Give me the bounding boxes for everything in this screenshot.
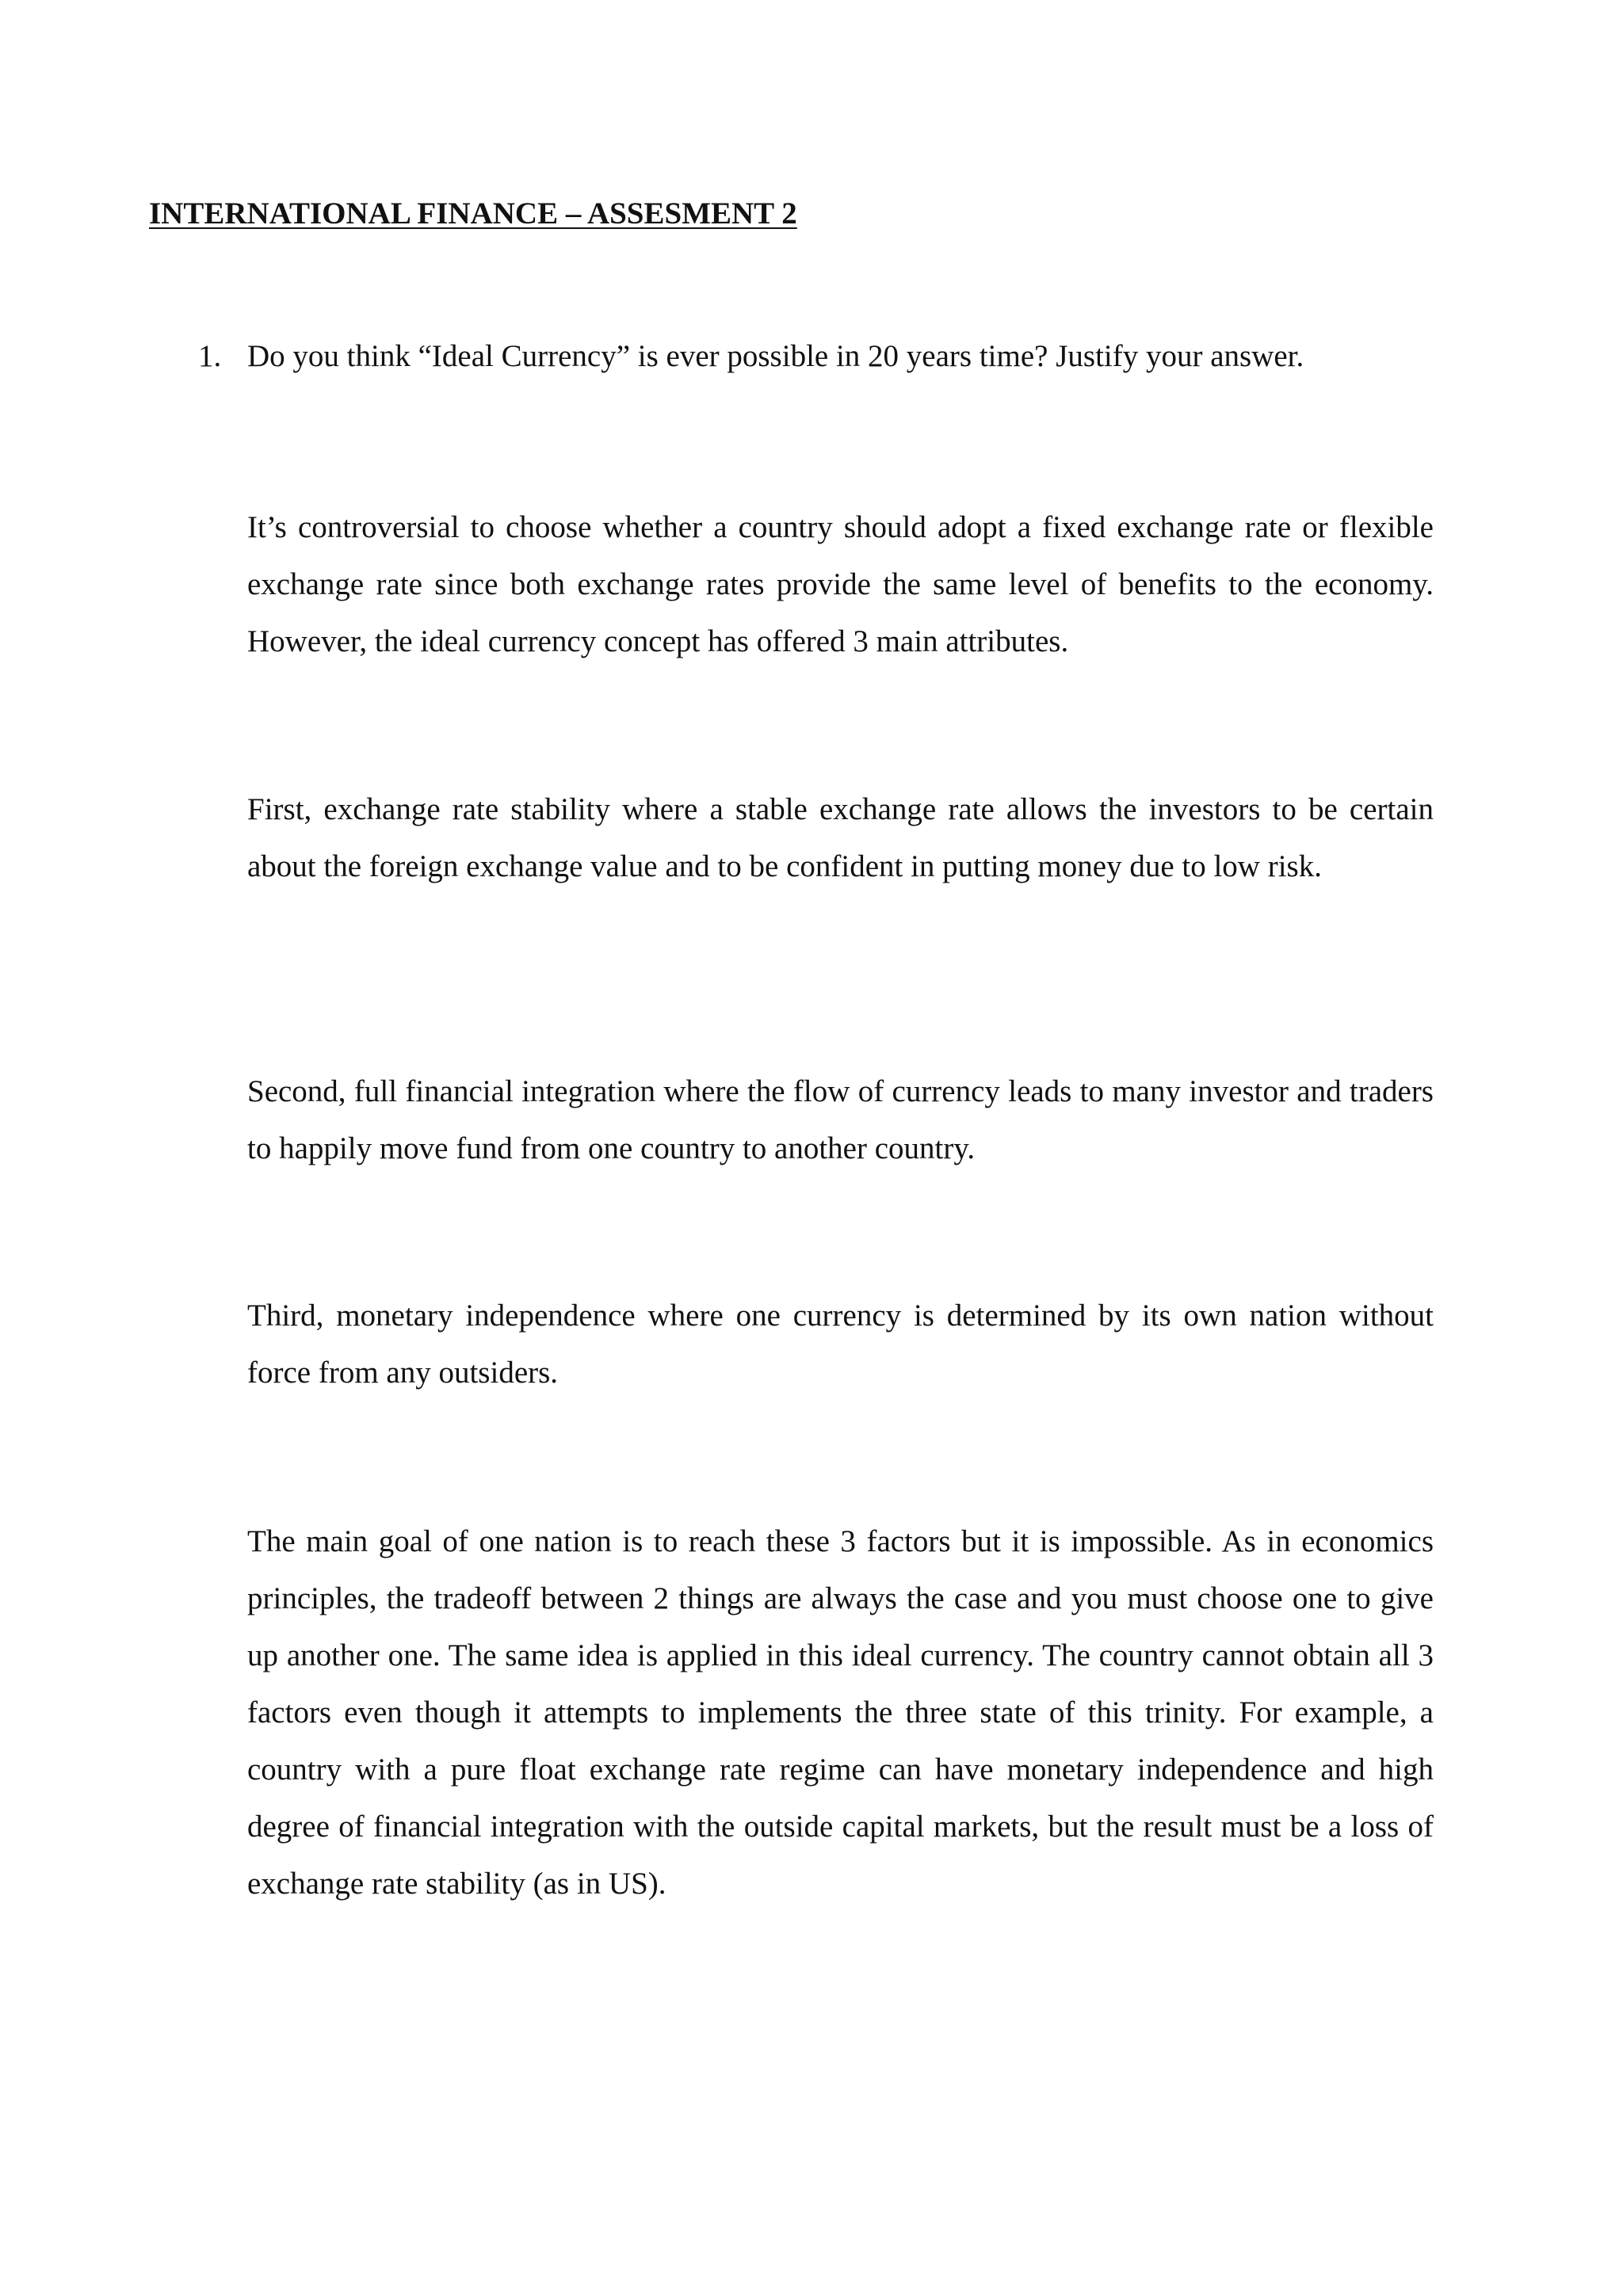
question-number: 1. bbox=[198, 339, 222, 373]
paragraph-exchange-rate-stability: First, exchange rate stability where a stable exchange rate allows the investors to be certain about the foreign exchange value and to be confident in putting money due to low risk. bbox=[247, 792, 1434, 883]
paragraph-financial-integration: Second, full financial integration where the flow of currency leads to many investor and traders to happily move fund from one country to another country. bbox=[247, 1074, 1434, 1165]
paragraph-intro: It’s controversial to choose whether a country should adopt a fixed exchange rate or flexible exchange rate since both exchange rates provide the same level of benefits to the economy. However, the ideal currency concept has offered 3 main attributes. bbox=[247, 510, 1434, 658]
document-title: INTERNATIONAL FINANCE – ASSESMENT 2 bbox=[149, 196, 797, 231]
question-text: Do you think “Ideal Currency” is ever possible in 20 years time? Justify your answer. bbox=[247, 339, 1304, 373]
paragraph-conclusion: The main goal of one nation is to reach these 3 factors but it is impossible. As in economics principles, the tradeoff between 2 things are always the case and you must choose one to give up another one. The same idea is applied in this ideal currency. The country cannot obtain all 3 factors even though it attempts to implements the three state of this trinity. For example, a country with a pure float exchange rate regime can have monetary independence and high degree of financial integration with the outside capital markets, but the result must be a loss of exchange rate stability (as in US). bbox=[247, 1524, 1434, 1901]
paragraph-monetary-independence: Third, monetary independence where one currency is determined by its own nation without force from any outsiders. bbox=[247, 1299, 1434, 1390]
